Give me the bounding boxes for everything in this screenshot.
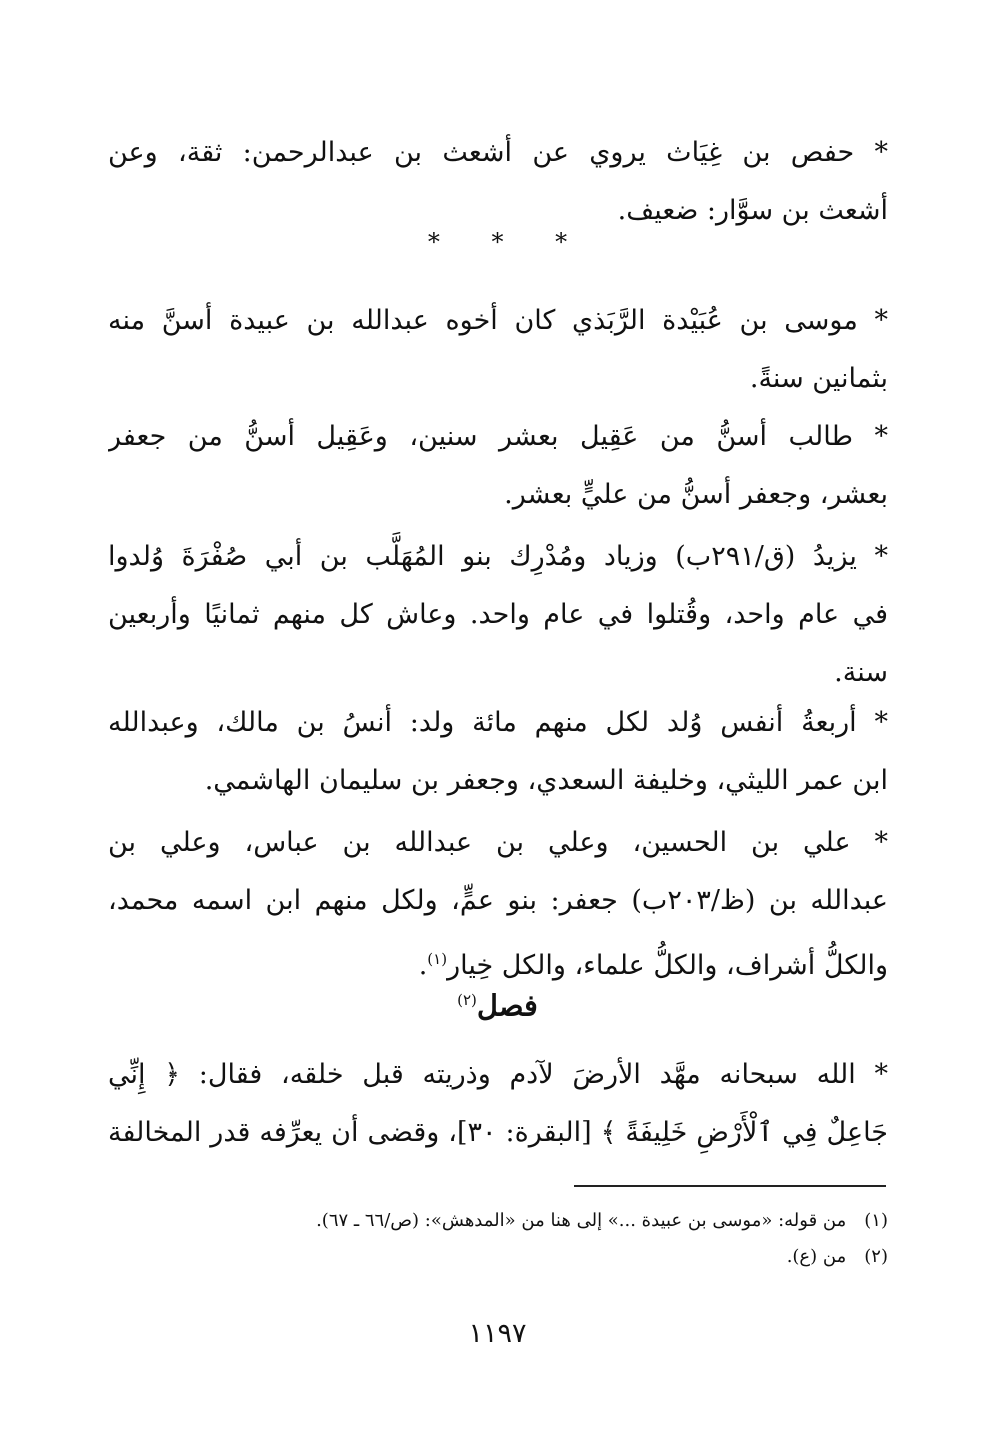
footnote-divider (574, 1185, 886, 1187)
paragraph-line: بعشر، وجعفر أسنُّ من عليٍّ بعشر. (504, 479, 888, 510)
footnote-text: من (ع). (786, 1246, 847, 1267)
paragraph-line: * موسى بن عُبَيْدة الرَّبَذي كان أخوه عبدالله بن عبيدة أسنَّ منه (108, 305, 888, 336)
paragraph-line-text: والكلُّ أشراف، والكلُّ علماء، والكل خِيار (447, 950, 888, 981)
paragraph-line: * طالب أسنُّ من عَقِيل بعشر سنين، وعَقِيل أسنُّ من جعفر (108, 421, 888, 452)
paragraph-line: عبدالله بن (ظ/٢٠٣ب) جعفر: بنو عمٍّ، ولكل منهم ابن اسمه محمد، (108, 885, 888, 916)
separator-star: * (491, 228, 504, 256)
section-heading (0, 970, 995, 1036)
paragraph-line: جَاعِلٌ فِي ٱلْأَرْضِ خَلِيفَةً ﴾ [البقرة: ٣٠]، وقضى أن يعرِّفه قدر المخالفة (108, 1117, 888, 1148)
paragraph-allah (108, 1046, 888, 1162)
paragraph-line: أشعث بن سوَّار: ضعيف. (617, 195, 888, 226)
paragraph-musa (108, 292, 888, 408)
paragraph-yazid (108, 528, 888, 702)
separator-star: * (427, 228, 440, 256)
paragraph-line: * يزيدُ (ق/٢٩١ب) وزياد ومُدْرِك بنو المُهَلَّب بن أبي صُفْرَةَ وُلدوا (108, 541, 888, 572)
footnote-text: من قوله: «موسى بن عبيدة ...» إلى هنا من «المدهش»: (ص/٦٦ ـ ٦٧). (316, 1210, 847, 1231)
section-separator (0, 228, 995, 256)
footnote-2 (108, 1240, 888, 1274)
paragraph-line: بثمانين سنةً. (749, 363, 888, 394)
paragraph-line: ابن عمر الليثي، وخليفة السعدي، وجعفر بن سليمان الهاشمي. (204, 765, 888, 796)
paragraph-line: في عام واحد، وقُتلوا في عام واحد. وعاش كل منهم ثمانيًا وأربعين (108, 599, 888, 630)
footnote-ref-1: (١) (427, 950, 448, 968)
footnote-1 (108, 1204, 888, 1238)
paragraph-line: * علي بن الحسين، وعلي بن عبدالله بن عباس، وعلي بن (108, 827, 888, 858)
paragraph-line: * أربعةُ أنفس وُلد لكل منهم مائة ولد: أنسُ بن مالك، وعبدالله (108, 707, 888, 738)
heading-text: فصل (476, 988, 538, 1023)
footnote-number: (١) (864, 1210, 888, 1231)
footnote-ref-2: (٢) (457, 991, 477, 1009)
sentence-end: . (418, 950, 428, 981)
separator-star: * (555, 228, 568, 256)
paragraph-line: سنة. (834, 657, 888, 688)
page-number: ١١٩٧ (468, 1318, 527, 1349)
paragraph-line: * حفص بن غِيَاث يروي عن أشعث بن عبدالرحمن: ثقة، وعن (108, 137, 888, 168)
paragraph-talib (108, 408, 888, 524)
paragraph-line: * الله سبحانه مهَّد الأرضَ لآدم وذريته قبل خلقه، فقال: ﴿ إِنِّي (108, 1059, 888, 1090)
paragraph-arbaa (108, 694, 888, 810)
paragraph-ali (108, 814, 888, 995)
footnote-number: (٢) (864, 1246, 888, 1267)
paragraph-hafs (108, 124, 888, 240)
